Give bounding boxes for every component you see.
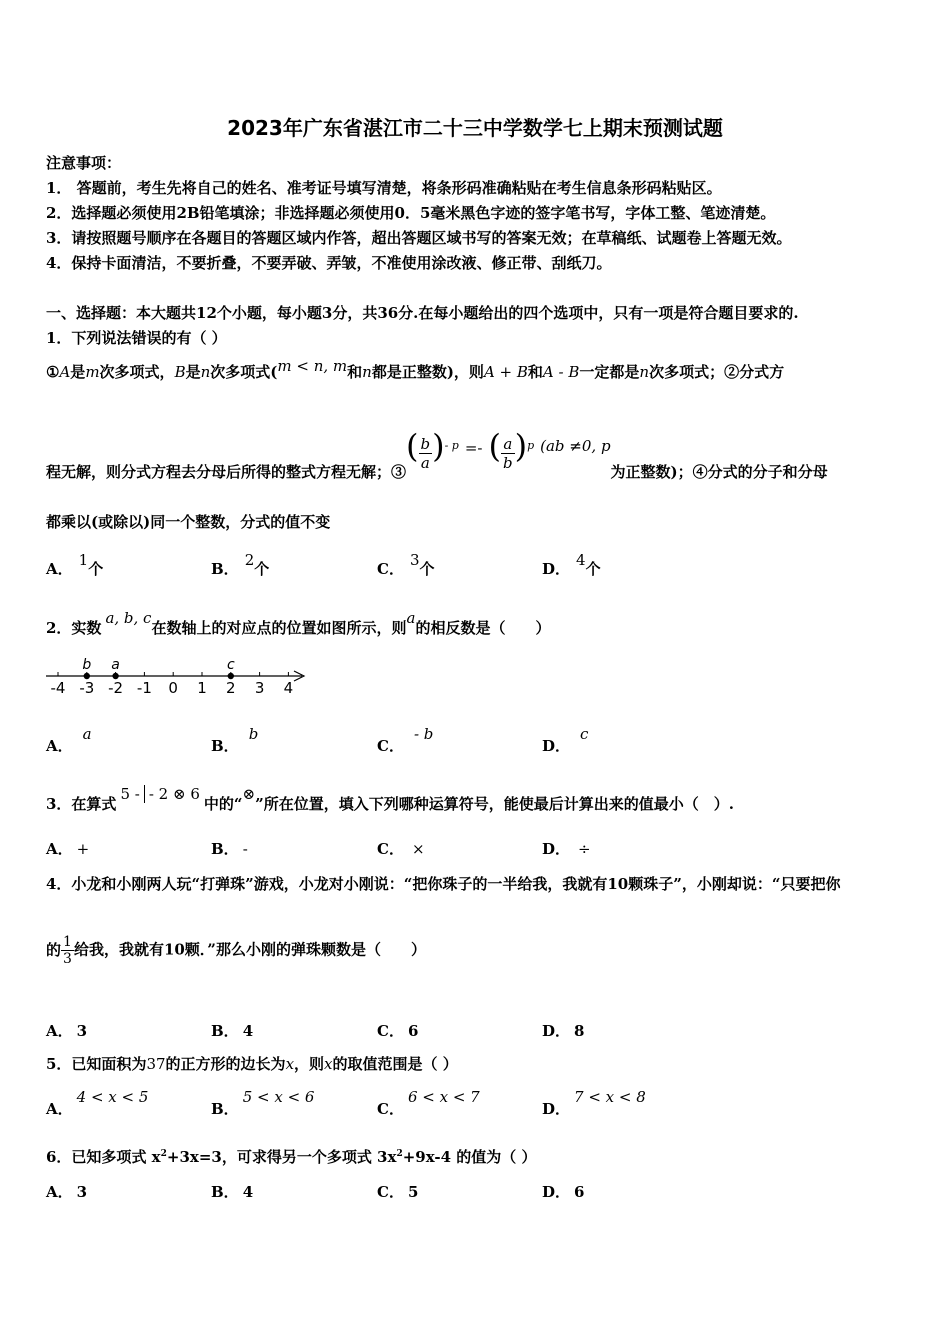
point-b (84, 673, 90, 679)
notice-item: 2．选择题必须使用2B铅笔填涂；非选择题必须使用0．5毫米黑色字迹的签字笔书写，字体工整、笔迹清楚。 (46, 204, 776, 222)
notice-heading: 注意事项： (46, 154, 122, 172)
q1-statement-line1: ①A是m次多项式，B是n次多项式(m < n, m和n都是正整数)，则A + B和A - B一定都是n次多项式；②分式方 (46, 357, 785, 381)
q5-option-b[interactable]: B．5 < x < 6 (211, 1088, 315, 1118)
fraction: $\frac{b}{a}$ (420, 434, 431, 472)
axis-tick-label: 0 (168, 679, 178, 697)
q1-option-a[interactable]: A． 1个 (46, 551, 104, 578)
axis-tick-label: 1 (197, 679, 207, 697)
notice-item: 4．保持卡面清洁，不要折叠，不要弄破、弄皱，不准使用涂改液、修正带、刮纸刀。 (46, 254, 612, 272)
q3-option-d[interactable]: D． ÷ (542, 840, 591, 858)
q1-stem: 1．下列说法错误的有（ ） (46, 329, 227, 347)
q5-option-d[interactable]: D．7 < x < 8 (542, 1088, 646, 1118)
q5-stem: 5．已知面积为37的正方形的边长为x，则x的取值范围是（ ） (46, 1055, 458, 1073)
q3-option-b[interactable]: B． - (211, 840, 248, 858)
q4-stem-line1: 4．小龙和小刚两人玩“打弹珠”游戏，小龙对小刚说：“把你珠子的一半给我，我就有10颗珠子”，小刚却说：“只要把你 (46, 875, 841, 893)
q2-option-b[interactable]: B．b (211, 725, 259, 755)
q4-option-d[interactable]: D． 8 (542, 1022, 585, 1040)
point-a (112, 673, 118, 679)
q4-option-a[interactable]: A． 3 (46, 1022, 88, 1040)
q1-option-b[interactable]: B． 2个 (211, 551, 270, 578)
notice-item: 3．请按照题号顺序在各题目的答题区域内作答，超出答题区域书写的答案无效；在草稿纸、试题卷上答题无效。 (46, 229, 792, 247)
q2-stem: 2．实数a, b, c在数轴上的对应点的位置如图所示，则a的相反数是（ ） (46, 609, 551, 637)
q6-option-b[interactable]: B． 4 (211, 1183, 254, 1201)
fraction: $\frac{1}{3}$ (63, 934, 72, 967)
number-line (40, 652, 310, 697)
q1-statement-line2: 程无解，则分式方程去分母后所得的整式方程无解；③( $\frac{b}{a}$ )$^{- p}$ =- ( $\frac{a}{b}$ )$^p$ (ab ≠0, p为正整数)；④分式的分子和分母 (46, 427, 828, 481)
fraction: $\frac{a}{b}$ (502, 434, 513, 472)
page-title: 2023年广东省湛江市二十三中学数学七上期末预测试题 (227, 116, 723, 140)
q1-option-d[interactable]: D． 4个 (542, 551, 601, 578)
q6-option-d[interactable]: D． 6 (542, 1183, 585, 1201)
q4-option-c[interactable]: C． 6 (377, 1022, 419, 1040)
notice-item: 1． 答题前，考生先将自己的姓名、准考证号填写清楚，将条形码准确粘贴在考生信息条形码粘贴区。 (46, 179, 722, 197)
point-label-b: b (82, 657, 92, 673)
axis-tick-label: 4 (283, 679, 294, 697)
q4-stem-line2: 的 $\frac{1}{3}$ 给我，我就有10颗．”那么小刚的弹珠颗数是（ ） (46, 934, 426, 967)
q6-option-c[interactable]: C． 5 (377, 1183, 419, 1201)
point-label-a: a (111, 657, 120, 673)
axis-tick-label: 3 (254, 679, 265, 697)
section-heading: 一、选择题：本大题共12个小题，每小题3分，共36分.在每小题给出的四个选项中，只有一项是符合题目要求的. (46, 304, 799, 322)
axis-tick-label: -4 (50, 679, 66, 697)
q3-option-a[interactable]: A． + (46, 840, 90, 858)
point-c (228, 673, 234, 679)
axis-tick-label: 2 (226, 679, 236, 697)
axis-tick-label: -2 (108, 679, 124, 697)
q3-option-c[interactable]: C． × (377, 840, 425, 858)
q4-option-b[interactable]: B． 4 (211, 1022, 254, 1040)
q5-option-a[interactable]: A．4 < x < 5 (46, 1088, 149, 1118)
axis-tick-label: -3 (79, 679, 95, 697)
q6-stem: 6．已知多项式 $x^2+3x=3$，可求得另一个多项式 $3x^2+9x-4$ 的值为（ ） (46, 1148, 537, 1166)
point-label-c: c (226, 657, 235, 673)
q6-option-a[interactable]: A． 3 (46, 1183, 88, 1201)
q3-stem: 3．在算式5 - - 2 ⊗ 6中的“⊗”所在位置，填入下列哪种运算符号，能使最后计算出来的值最小（ ）. (46, 785, 734, 813)
axis-tick-label: -1 (136, 679, 152, 697)
q2-option-a[interactable]: A．a (46, 725, 92, 755)
q2-option-d[interactable]: D．c (542, 725, 589, 755)
q1-statement-line3: 都乘以(或除以)同一个整数，分式的值不变 (46, 513, 331, 531)
q1-option-c[interactable]: C． 3个 (377, 551, 435, 578)
q5-option-c[interactable]: C．6 < x < 7 (377, 1088, 480, 1118)
q2-option-c[interactable]: C．- b (377, 725, 434, 755)
